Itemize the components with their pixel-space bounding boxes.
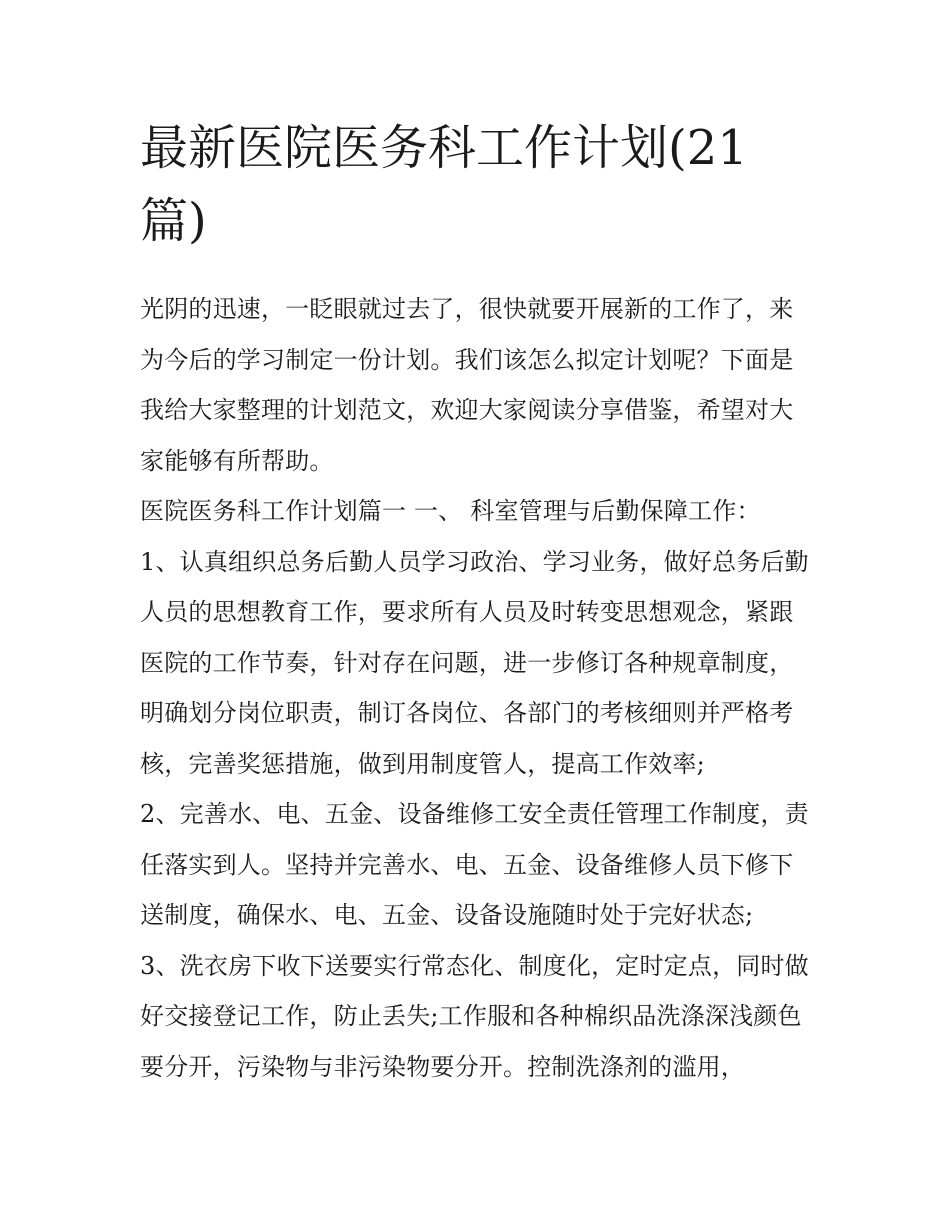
intro-paragraph: 光阴的迅速，一眨眼就过去了，很快就要开展新的工作了，来为今后的学习制定一份计划。我们该怎么拟定计划呢？下面是我给大家整理的计划范文，欢迎大家阅读分享借鉴，希望对大家能够有所帮助。 — [140, 295, 794, 475]
document-title: 最新医院医务科工作计划(21篇) — [140, 120, 748, 249]
section-heading-paragraph: 医院医务科工作计划篇一 一、 科室管理与后勤保障工作： — [140, 497, 761, 525]
item-3-paragraph: 3、洗衣房下收下送要实行常态化、制度化，定时定点，同时做好交接登记工作，防止丢失;工作服和各种棉织品洗涤深浅颜色要分开，污染物与非污染物要分开。控制洗涤剂的滥用， — [140, 951, 809, 1081]
document-body — [140, 284, 812, 1092]
item-1-paragraph: 1、认真组织总务后勤人员学习政治、学习业务，做好总务后勤人员的思想教育工作，要求所有人员及时转变思想观念，紧跟医院的工作节奏，针对存在问题，进一步修订各种规章制度，明确划分岗位职责，制订各岗位、各部门的考核细则并严格考核，完善奖惩措施，做到用制度管人，提高工作效率; — [140, 547, 809, 778]
item-2-paragraph: 2、完善水、电、五金、设备维修工安全责任管理工作制度，责任落实到人。坚持并完善水、电、五金、设备维修人员下修下送制度，确保水、电、五金、设备设施随时处于完好状态; — [140, 800, 809, 929]
document-content — [140, 112, 812, 1092]
